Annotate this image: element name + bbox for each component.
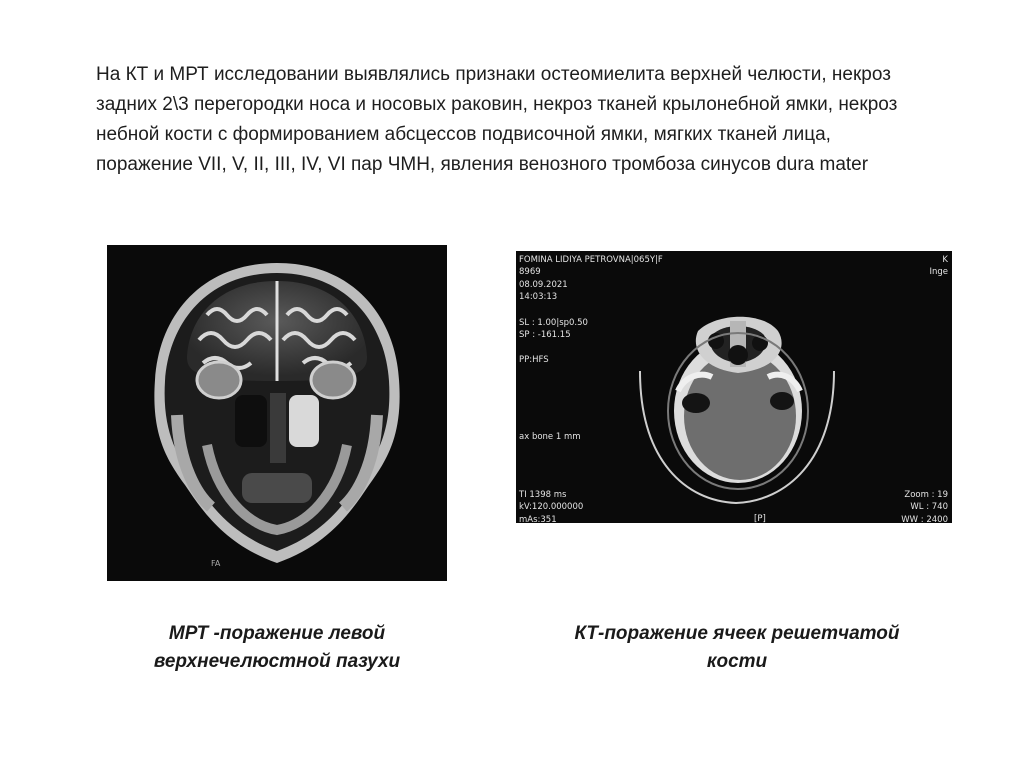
ct-patient-info <box>519 254 663 303</box>
ct-acquisition-info <box>519 489 583 523</box>
ct-window-width: WW : 2400 <box>901 514 948 523</box>
ct-kernel: ax bone 1 mm <box>519 432 581 442</box>
ct-time: 14:03:13 <box>519 291 558 302</box>
ct-caption-line: КТ-поражение ячеек решетчатой <box>574 623 900 644</box>
ct-top-right-line: K <box>942 255 948 265</box>
ct-patient-id: 8969 <box>519 267 541 278</box>
ct-window-info <box>901 489 948 523</box>
ct-orientation-marker: [P] <box>754 514 766 523</box>
ct-caption-line: кости <box>706 651 768 672</box>
mri-caption-line: верхнечелюстной пазухи <box>153 651 401 672</box>
mri-label: FA <box>211 559 221 568</box>
ct-caption <box>512 620 962 676</box>
mri-caption <box>112 620 442 676</box>
ct-patient-name: FOMINA LIDIYA PETROVNA|065Y|F <box>519 255 663 265</box>
ct-spacer <box>519 342 588 354</box>
ct-zoom: Zoom : 19 <box>904 490 948 500</box>
ct-kv: kV:120.000000 <box>519 502 584 513</box>
mri-scan-graphic <box>107 245 447 581</box>
ct-mas: mAs:351 <box>519 514 557 523</box>
ct-ti: TI 1398 ms <box>519 490 567 500</box>
ct-top-right-line: Inge <box>929 267 948 278</box>
ct-slice-info <box>519 317 588 366</box>
ct-patient-position: PP:HFS <box>519 354 549 365</box>
mri-image <box>107 245 447 581</box>
ct-institution-info <box>929 254 948 279</box>
findings-text: На КТ и МРТ исследовании выявлялись признаки остеомиелита верхней челюсти, некроз задних 2\3 перегородки носа и носовых раковин, некроз тканей крылонебной ямки, некроз небной кости с формированием абсцессов подвисочной ямки, мягких тканей лица, поражение VII, V, II, III, IV, VI пар ЧМН, явления венозного тромбоза синусов dura mater <box>96 64 898 175</box>
ct-image <box>516 251 952 523</box>
mri-caption-line: МРТ -поражение левой <box>168 623 386 644</box>
ct-slice-position: SP : -161.15 <box>519 330 571 341</box>
ct-date: 08.09.2021 <box>519 279 568 290</box>
ct-window-level: WL : 740 <box>910 502 948 513</box>
ct-slice-thickness: SL : 1.00|sp0.50 <box>519 318 588 328</box>
